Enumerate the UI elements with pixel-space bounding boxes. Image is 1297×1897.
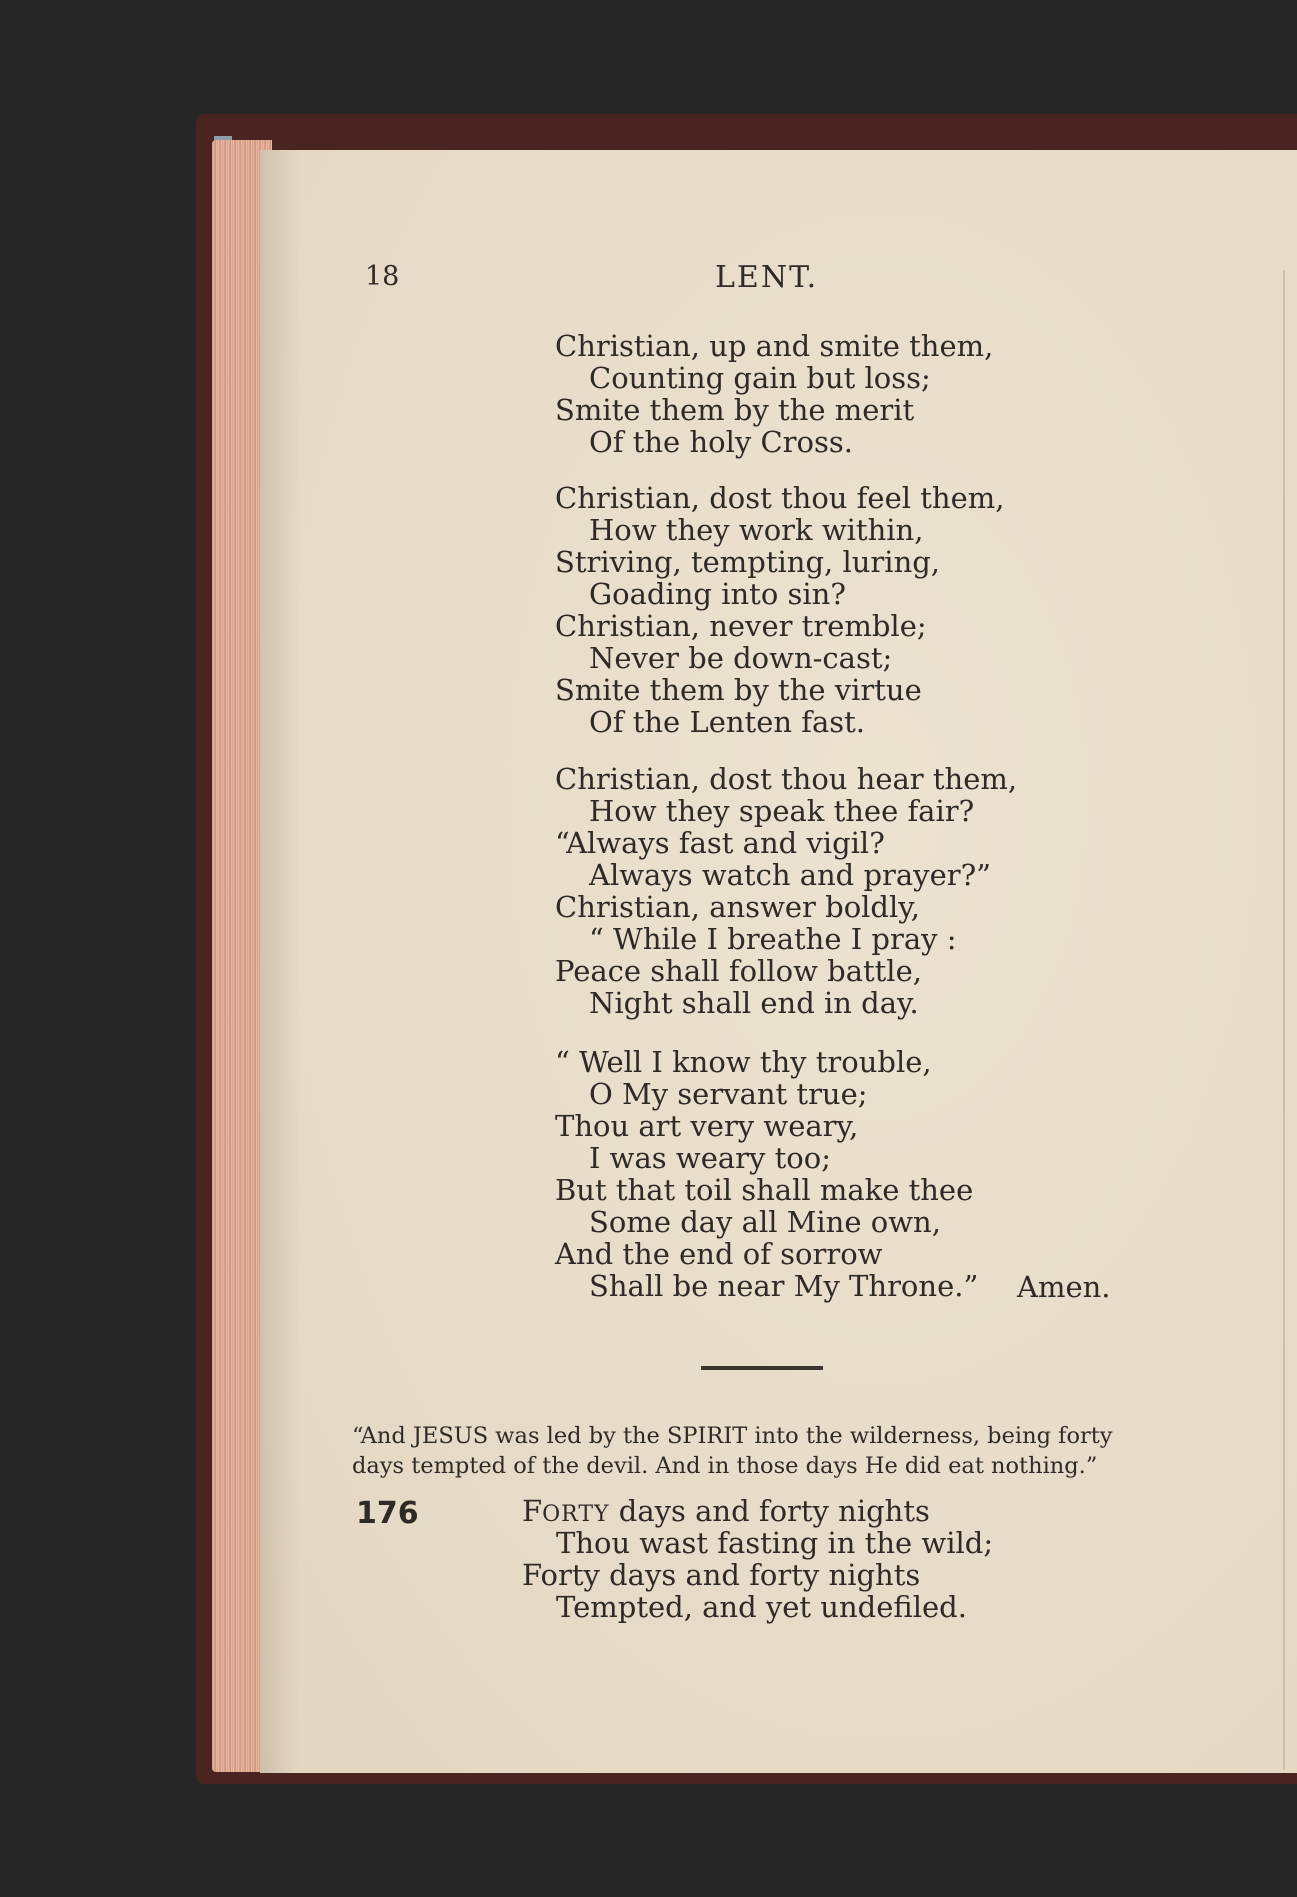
verse-line: Night shall end in day. <box>589 986 919 1020</box>
verse-line: “ Well I know thy trouble, <box>555 1045 932 1079</box>
verse-line: But that toil shall make thee <box>555 1173 974 1207</box>
verse-line: Christian, dost thou feel them, <box>555 481 1005 515</box>
verse-line: Christian, up and smite them, <box>555 329 994 363</box>
page-number: 18 <box>365 261 400 292</box>
next-page-edge <box>1283 270 1297 1770</box>
verse-line: Thou wast fasting in the wild; <box>556 1526 994 1560</box>
verse-line: Of the Lenten fast. <box>589 705 866 739</box>
verse-line: Counting gain but loss; <box>589 361 931 395</box>
verse-line: “ While I breathe I pray : <box>589 922 957 956</box>
stanza-2 <box>555 482 1004 738</box>
verse-line: Always watch and prayer?” <box>589 858 991 892</box>
stanza-4 <box>555 1046 978 1302</box>
scripture-epigraph <box>352 1421 1172 1481</box>
verse-line: “Always fast and vigil? <box>555 826 885 860</box>
verse-line: Christian, never tremble; <box>555 609 927 643</box>
verse-line: Christian, answer boldly, <box>555 890 921 924</box>
verse-line: And the end of sorrow <box>555 1237 883 1271</box>
verse-line: Thou art very weary, <box>555 1109 859 1143</box>
running-head: LENT. <box>715 260 819 295</box>
verse-line: Some day all Mine own, <box>589 1205 941 1239</box>
verse-line: Goading into sin? <box>589 577 846 611</box>
verse-line: Christian, dost thou hear them, <box>555 762 1018 796</box>
hymn-number: 176 <box>356 1496 419 1531</box>
drop-cap: F <box>522 1494 543 1528</box>
verse-line-text: days and forty nights <box>609 1494 930 1528</box>
amen: Amen. <box>1017 1270 1111 1304</box>
verse-line: Of the holy Cross. <box>589 425 853 459</box>
epigraph-line: days tempted of the devil. And in those days He did eat nothing.” <box>352 1453 1098 1479</box>
verse-line: Tempted, and yet undefiled. <box>556 1590 967 1624</box>
stanza-1 <box>555 330 993 458</box>
section-divider <box>701 1366 823 1370</box>
verse-line: How they work within, <box>589 513 924 547</box>
verse-line: Striving, tempting, luring, <box>555 545 941 579</box>
verse-line: Forty days and forty nights <box>522 1558 921 1592</box>
verse-line: O My servant true; <box>589 1077 868 1111</box>
verse-line: I was weary too; <box>589 1141 831 1175</box>
verse-line: Shall be near My Throne.” <box>589 1269 979 1303</box>
verse-line: Peace shall follow battle, <box>555 954 922 988</box>
verse-line: Never be down-cast; <box>589 641 893 675</box>
verse-line: Smite them by the virtue <box>555 673 922 707</box>
verse-line: Smite them by the merit <box>555 393 915 427</box>
small-caps: ORTY <box>542 1502 610 1527</box>
epigraph-line: “And JESUS was led by the SPIRIT into the wilderness, being forty <box>352 1423 1113 1449</box>
verse-line: How they speak thee fair? <box>589 794 975 828</box>
hymn-176-verse <box>522 1495 993 1623</box>
verse-line <box>522 1495 993 1527</box>
stanza-3 <box>555 763 1017 1019</box>
